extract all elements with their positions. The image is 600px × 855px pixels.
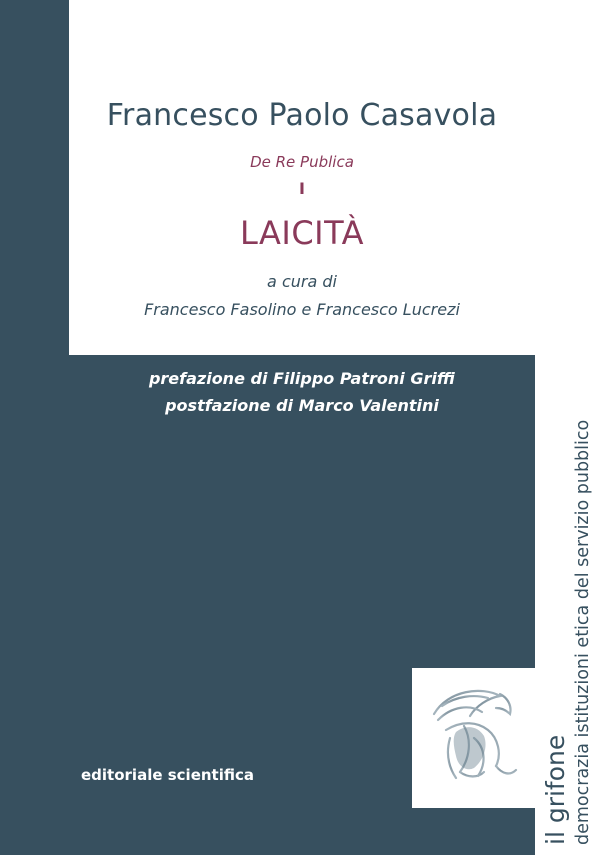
book-title: LAICITÀ [239,214,365,252]
griffin-emblem-icon [412,668,535,808]
preface-credit: prefazione di Filippo Patroni Griffi [148,369,456,388]
volume-number: I [299,179,305,198]
postface-credit: postfazione di Marco Valentini [165,396,439,415]
logo-box [412,668,535,808]
spine-text-area [541,240,598,845]
spine-series-name: il grifone [541,734,570,845]
curated-by-label: a cura di [267,272,337,291]
editors-names: Francesco Fasolino e Francesco Lucrezi [144,300,460,319]
spine-tagline: democrazia istituzioni etica del servizio pubblico [573,419,593,845]
publisher-name: editoriale scientifica [81,766,254,784]
author-name: Francesco Paolo Casavola [106,98,498,133]
series-title: De Re Publica [250,153,354,171]
